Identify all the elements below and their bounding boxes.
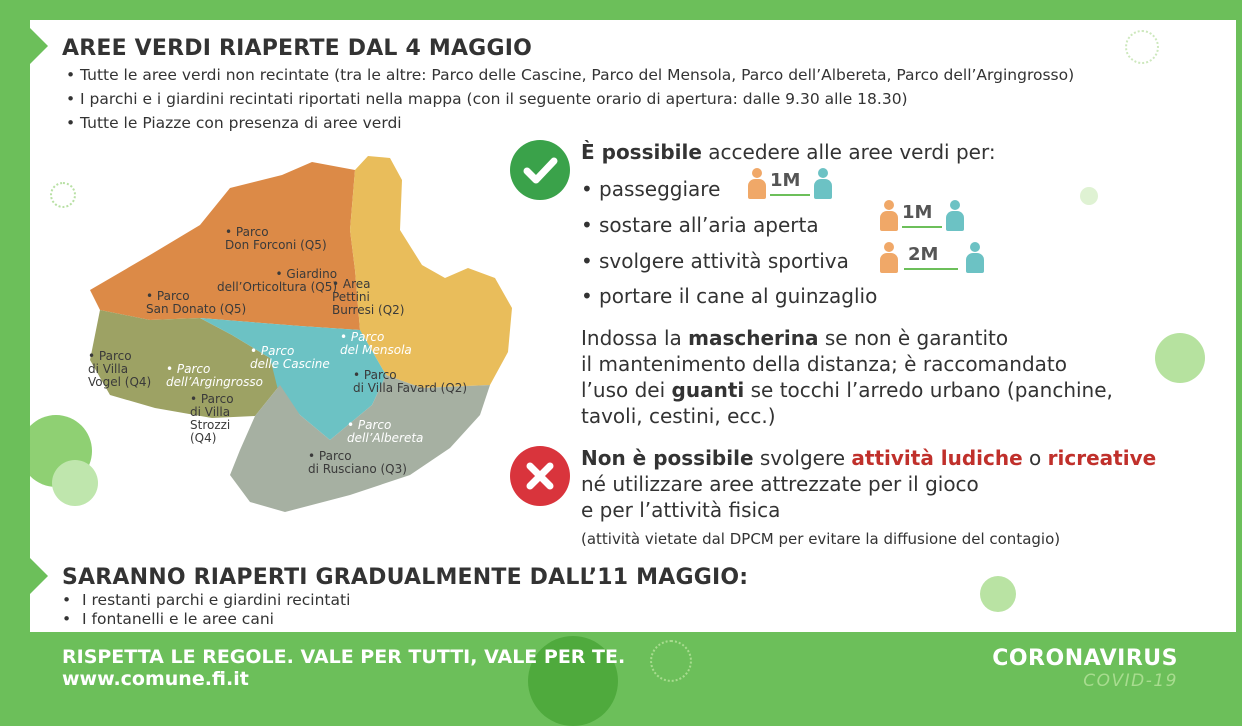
list-item: • Tutte le Piazze con presenza di aree verdi <box>66 114 402 132</box>
mask-line: tavoli, cestini, ecc.) <box>581 404 776 428</box>
decorative-circle <box>1080 187 1098 205</box>
not-possible-line: e per l’attività fisica <box>581 498 781 522</box>
parks-map <box>50 150 520 530</box>
map-label: • Parco dell’Albereta <box>347 418 424 445</box>
footer-url[interactable]: www.comune.fi.it <box>62 668 249 690</box>
list-item: • svolgere attività sportiva <box>581 249 849 273</box>
map-label: • Parco di Villa Favard (Q2) <box>353 368 468 395</box>
possible-intro: È possibile accedere alle aree verdi per: <box>581 140 996 164</box>
footer-slogan: RISPETTA LE REGOLE. VALE PER TUTTI, VALE PER TE. <box>62 646 626 668</box>
decorative-circle <box>980 576 1016 612</box>
section2-title: SARANNO RIAPERTI GRADUALMENTE DALL’11 MAGGIO: <box>62 565 749 590</box>
content-panel <box>30 20 1236 632</box>
not-possible-line: Non è possibile svolgere attività ludiche o ricreative <box>581 446 1157 470</box>
mask-line: il mantenimento della distanza; è raccomandato <box>581 352 1067 376</box>
decorative-circle <box>1155 333 1205 383</box>
list-item: • passeggiare <box>581 177 721 201</box>
map-label: • Parco dell’Argingrosso <box>166 362 263 389</box>
decorative-circle <box>650 640 692 682</box>
map-label: • Parco di Villa Strozzi (Q4) <box>190 392 234 445</box>
list-item: • Tutte le aree verdi non recintate (tra le altre: Parco delle Cascine, Parco del Mensola, Parco dell’Albereta, Parco dell’Argingrosso) <box>66 66 1075 84</box>
list-item: • I restanti parchi e giardini recintati <box>62 591 351 609</box>
map-label: • Area Pettini Burresi (Q2) <box>332 277 405 317</box>
section-arrow <box>30 28 48 64</box>
section-arrow <box>30 558 48 594</box>
distance-1m-icon: 1M <box>880 200 970 234</box>
section1-title: AREE VERDI RIAPERTE DAL 4 MAGGIO <box>62 36 532 61</box>
map-label: • Parco Don Forconi (Q5) <box>225 225 327 252</box>
list-item: • portare il cane al guinzaglio <box>581 284 878 308</box>
map-label: • Giardino dell’Orticoltura (Q5) <box>217 267 338 294</box>
map-graphic <box>50 150 520 530</box>
not-possible-line: né utilizzare aree attrezzate per il gioco <box>581 472 979 496</box>
distance-1m-icon: 1M <box>748 168 838 202</box>
mask-line: l’uso dei guanti se tocchi l’arredo urbano (panchine, <box>581 378 1113 402</box>
distance-2m-icon: 2M <box>880 242 990 276</box>
map-label: • Parco del Mensola <box>340 330 412 357</box>
brand-title: CORONAVIRUS <box>992 646 1178 671</box>
list-item: • I parchi e i giardini recintati riportati nella mappa (con il seguente orario di apertura: dalle 9.30 alle 18.30) <box>66 90 908 108</box>
map-label: • Parco delle Cascine <box>250 344 330 371</box>
not-possible-note: (attività vietate dal DPCM per evitare la diffusione del contagio) <box>581 530 1061 548</box>
list-item: • I fontanelli e le aree cani <box>62 610 274 628</box>
cross-icon <box>510 446 570 506</box>
list-item: • sostare all’aria aperta <box>581 213 819 237</box>
top-bar <box>0 0 1242 20</box>
map-label: • Parco di Villa Vogel (Q4) <box>88 349 152 389</box>
map-label: • Parco di Rusciano (Q3) <box>308 449 407 476</box>
decorative-circle <box>1125 30 1159 64</box>
brand-subtitle: COVID-19 <box>1083 671 1178 691</box>
map-label: • Parco San Donato (Q5) <box>146 289 247 316</box>
mask-line: Indossa la mascherina se non è garantito <box>581 326 1009 350</box>
check-icon <box>510 140 570 200</box>
